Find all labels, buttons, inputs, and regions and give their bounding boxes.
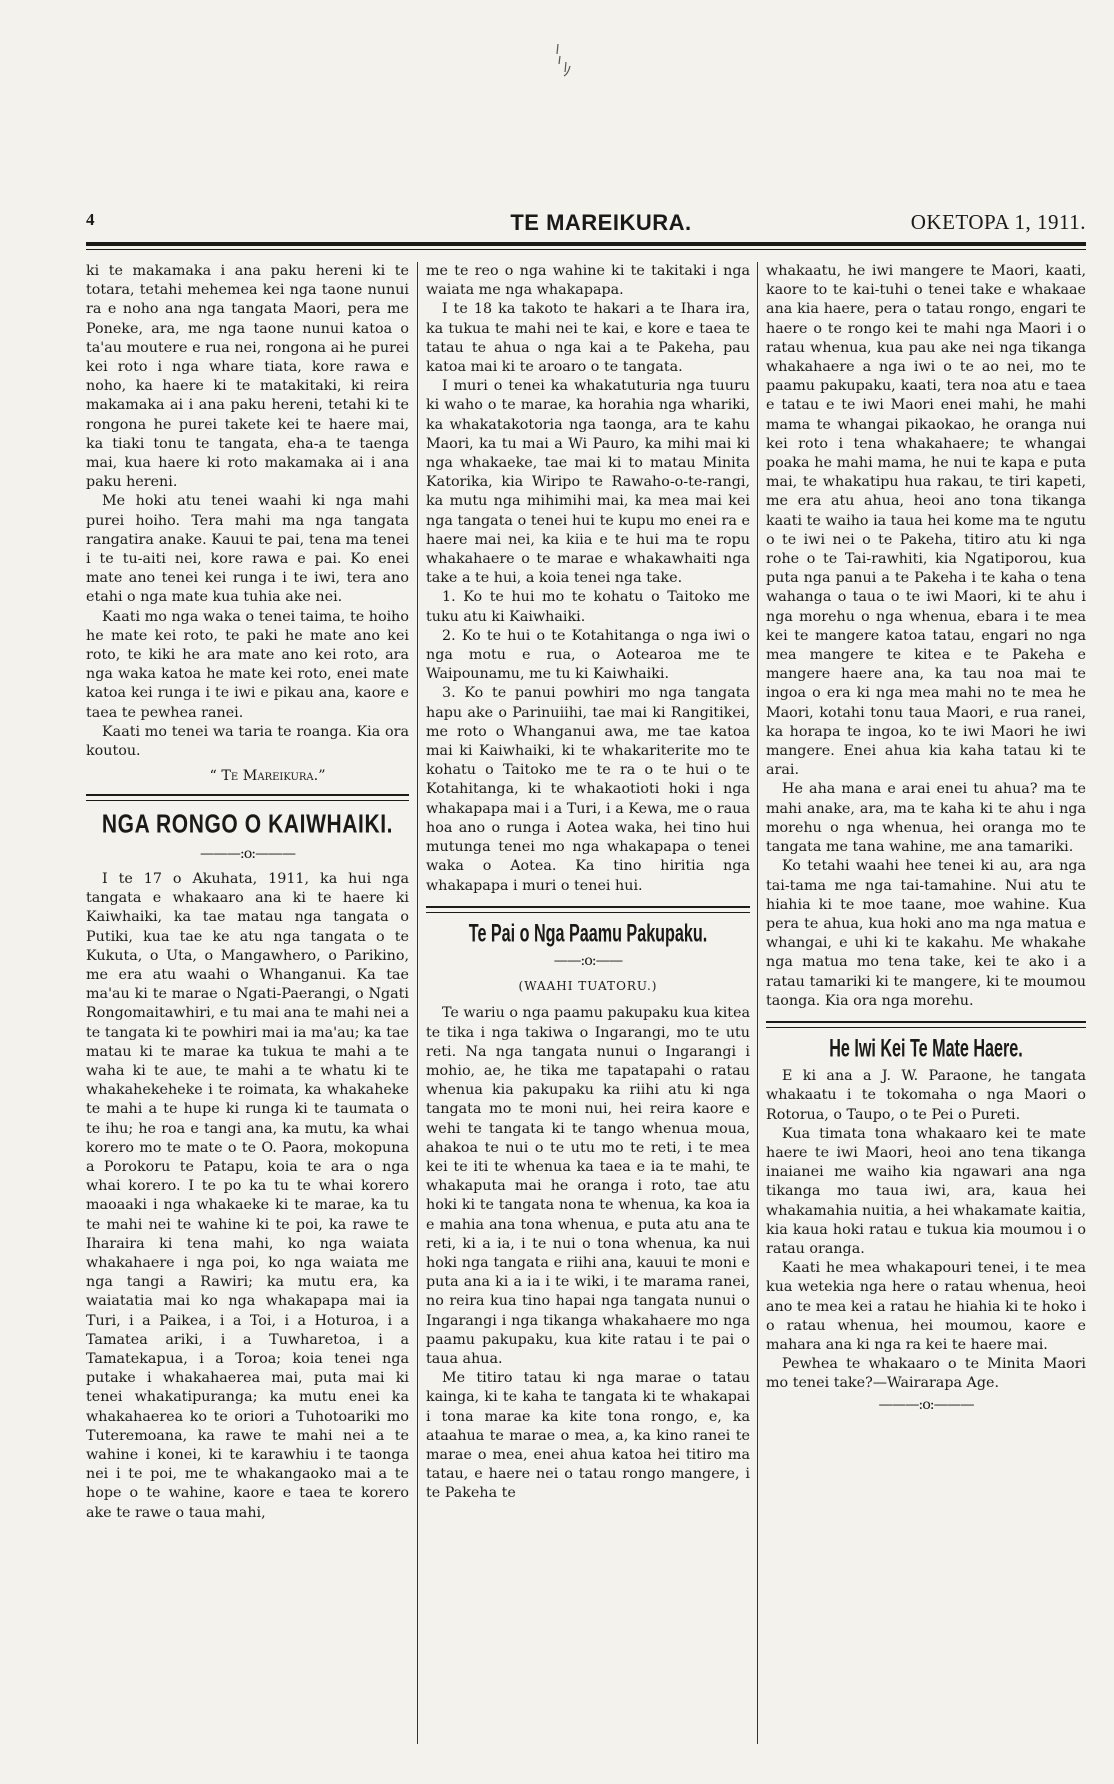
article-heading: Te Pai o Nga Paamu Pakupaku. [468, 920, 708, 948]
article-paragraph: I te 17 o Akuhata, 1911, ka hui nga tangata e whakaaro ana ki te haere ki Kaiwhaiki, ka tae matau nga tangata o Putiki, kua tae ke atu nga tangata o te Kukuta, o Uta, o Mangawhero, o Parikino, me era atu waahi o Whanganui. Ka tae ma'au ki te marae o Ngati-Paerangi, o Ngati Rongomaitawhiri, e tu mai ana te mahi nei a te tangata ki te powhiri mai ia ma'au; ka tae matau ki te marae ka tukua te mahi a te waha ki te aue, te mahi a te whatu ki te whakahekeheke i te roimata, ka whakaheke te mahi a te hupe ki runga ki te taumata o te ihu; he roa e tangi ana, ka mutu, ka whai korero mo te mate o te O. Paora, mokopuna a Porokoru te Patapu, koia te ara o nga whai korero. I te po ka tu te whai korero maoaaki i nga whakaeke ki te marae, ka tu te mahi nei te wahine ki te poi, ka rawe te Iharaira ki tena mahi, ko nga waiata whakahaere i nga poi, ko nga waiata me nga tangi a Rawiri; ka mutu era, ka waiatatia mai ko nga whakapapa mai ia Turi, i a Paikea, i a Toi, i a Hoturoa, i a Tamatea ariki, i a Tuwharetoa, i a Tamatekapua, i a Toroa; koia tenei nga putake i whakahaerea mai, puta mai ki tenei whakatipuranga; ka mutu enei ka whakahaerea ko te oriori a Tuhotoariki mo Tuteremoana, ka rawe te mahi nei a te wahine i konei, ki te karawhiu i te taonga nei i te poi, me te whakangaoko mai a te hope o te wahine, kaore e taea te korero ake te rawe o taua mahi, [86, 870, 409, 1521]
article-paragraph: Kua timata tona whakaaro kei te mate haere te iwi Maori, heoi ano tena tikanga inaianei me waiho kia ngawari ana nga tikanga mo taua iwi, ara, kaua hei whakamahia nuitia, a hei whakamate kaitia, kia kaua hoki ratau e tukua kia moumou i o ratau oranga. [766, 1125, 1086, 1257]
article-paragraph: Kaati mo tenei wa taria te roanga. Kia ora koutou. [86, 723, 409, 760]
article-paragraph: I te 18 ka takoto te hakari a te Ihara ira, ka tukua te mahi nei te kai, e kore e taea te tatau te ahua o nga kai a te Pakeha, pau katoa mai ki te aroaro o te tangata. [426, 301, 750, 376]
article-paragraph: Me hoki atu tenei waahi ki nga mahi purei hoiho. Tera mahi ma nga tangata rangatira anake. Kauui te pai, tena ma tenei i te tu-aiti nei, kore rawa e pai. Ko enei mate ano tenei kei runga i te iwi, tera ano etahi o nga mate kua tuhia ake nei. [86, 493, 409, 606]
article-subtitle: (WAAHI TUATORU.) [518, 979, 658, 994]
article-paragraph: Kaati he mea whakapouri tenei, i te mea kua wetekia nga here o ratau whenua, heoi ano te mea kei a ratau he hiahia ki te hoko i o ratau whenua, hei moumou, kaore e mahara ana ki nga ra kei te haere mai. [766, 1260, 1086, 1353]
newspaper-title: TE MAREIKURA. [510, 210, 692, 235]
masthead-rule-thin [86, 249, 1086, 250]
section-rule [86, 794, 409, 801]
article-paragraph: Pewhea te whakaaro o te Minita Maori mo tenei take?—Wairarapa Age. [766, 1356, 1086, 1392]
article-heading: NGA RONGO O KAIWHAIKI. [101, 810, 394, 840]
masthead-rule-thick [86, 242, 1086, 246]
section-rule [766, 1021, 1086, 1028]
article-paragraph: 2. Ko te hui o te Kotahitanga o nga iwi o nga motu e rua, o Aotearoa me te Waipounamu, me tu ki Kaiwhaiki. [426, 627, 750, 683]
column-1 [86, 262, 409, 1734]
article-paragraph: Te wariu o nga paamu pakupaku kua kitea te tika i nga takiwa o Ingarangi, mo te utu reti. Na nga tangata nunui o Ingarangi i mohio, ae, he tika me tapatapahi o ratau whenua kia pakupaku ka riihi atu ki nga tangata mo te moni nui, hei reira kaore e wehi te tangata ki te tango whenua moua, ahakoa te nui o te utu mo te reti, i te mea kei te iti te whenua ka taea e ia te mahi, te whakaputa mai he oranga i roto, tae atu hoki ki te tangata nona te whenua, ka koa ia e mahia ana tona whenua, e puta atu ana te reti, ki a ia, i te nui o tona whenua, ka nui hoki nga tangata e riihi ana, kauui te moni e puta ana ki a ia i te wiki, i te marama ranei, no reira kua tino hapai nga tangata nunui o Ingarangi i nga tikanga whakahaere mo nga paamu pakupaku, kua kite ratau i te pai o taua ahua. [426, 1005, 750, 1367]
article-paragraph: Ko tetahi waahi hee tenei ki au, ara nga tai-tama me nga tai-tamahine. Nui atu te hiahia ki te moe taane, moe wahine. Kua pera te ahua, kua hoki ano ma nga matua e whangai, e uhi ki te kakahu. Me whakahe nga matua mo tena take, kei te ako i a ratau tamariki ki te mangere, ki te moumou taonga. Kia ora nga morehu. [766, 858, 1086, 1009]
article-paragraph: Kaati mo nga waka o tenei taima, te hoiho he mate kei roto, te paki he mate ano kei roto, te kiki he ara mate ano kei roto, ara nga waka katoa he mate kei roto, enei mate katoa kei runga i te iwi e pikau ana, kaore e taea te pewhea ranei. [86, 608, 409, 721]
article-paragraph: He aha mana e arai enei tu ahua? ma te mahi anake, ara, ma te kaha ki te ahu i nga morehu o nga whenua, hei oranga mo te tangata me tana wahine, me ana tamariki. [766, 781, 1086, 856]
article-paragraph: 1. Ko te hui mo te kohatu o Taitoko me tuku atu ki Kaiwhaiki. [426, 589, 750, 625]
article-heading: He Iwi Kei Te Mate Haere. [829, 1035, 1023, 1064]
article-paragraph: Me titiro tatau ki nga marae o tatau kainga, ki te kaha te tangata ki te whakapai i tona marae ka kite tona rongo, e, ka ataahua te marae o mea, a, ka kino ranei te marae o mea, enei ahua katoa hei titiro ma tatau, e haere nei o tatau rongo mangere, i te Pakeha te [426, 1370, 750, 1502]
column-divider [417, 262, 418, 1744]
section-rule [426, 906, 750, 913]
article-paragraph: me te reo o nga wahine ki te takitaki i nga waiata me nga whakapapa. [426, 263, 750, 299]
column-3 [766, 262, 1086, 1734]
masthead [86, 210, 1086, 236]
library-stamp-mark [552, 42, 578, 78]
section-separator: ———:o:——— [199, 845, 296, 862]
article-paragraph: I muri o tenei ka whakatuturia nga tuuru ki waho o te marae, ka horahia nga whariki, ka whakatakotoria nga taonga, ara te kahu Maori, ka tu mai a Wi Pauro, ka mihi mai ki nga whakaeke, tae mai ki to matau Minita Katorika, kia Wiripo te Rawaho-o-te-rangi, ka mutu nga mihimihi mai, ka mea mai kei nga tangata o tenei hui te kupu mo enei ra e haere mai nei, ka kiia e te hui ma te ropu whakahaere o te marae e whakawhaiti nga take a te hui, a koia tenei nga take. [426, 378, 750, 587]
issue-date: OKETOPA 1, 1911. [910, 210, 1086, 234]
article-paragraph: ki te makamaka i ana paku hereni ki te totara, tetahi mehemea kei nga taone nunui ra e noho ana nga tangata Maori, pera me Poneke, ara, me nga taone nunui katoa o ta'au moutere e rua nei, rongona ai he purei kei roto i nga whare tiata, kore rawa e noho, ka haere ki te matakitaki, ki reira makamaka ai i ana paku hereni, tetahi ki te rongona he purei takete kei te haere mai, ka tiaki tonu te tangata, eha-a te taenga mai, kua haere ki roto makamaka ai i ana paku hereni. [86, 263, 409, 491]
article-paragraph: whakaatu, he iwi mangere te Maori, kaati, kaore to te kai-tuhi o tenei take e whakaae ana kia haere, pera o tatau rongo, engari te haere o te rongo kei te mahi nga Maori i o ratau whenua, kua pau ake nei nga tikanga whakahaere a nga iwi o te ao nei, mo te paamu pakupaku, kaati, tera noa atu e taea e tatau e te iwi Maori enei mahi, he mahi mama te whangai pikaokao, he oranga nui kei roto i tena whakahaere; te whangai poaka he mahi mama, he nui te kapa e puta mai, te whakatipu hua rakau, te tiri kapeti, me era atu ahua, heoi ano tona tikanga kaati te waiho ia taua hei kome ma te ngutu o te iwi nei o te Pakeha, titiro atu ki nga rohe o te Tai-rawhiti, kia Ngatiporou, kua puta nga panui a te Pakeha i te kaha o tena wahanga o taua o te iwi Maori, ki te ahu i nga morehu o nga whenua, ebara i te mea kei te mangere katoa tatau, engari no nga mea mangere te kitea e te Pakeha e mangere haere ana, ka tau noa mai te ingoa o era ki nga mea mahi no te mea he Maori, kotahi tonu taua Maori, e rua ranei, ka horapa te ingoa, ko te iwi Maori he iwi mangere. Enei ahua kia kaha tatau ki te arai. [766, 263, 1086, 779]
article-signature: “ Te Mareikura.” [209, 768, 326, 785]
page-number: 4 [86, 210, 95, 229]
article-paragraph: E ki ana a J. W. Paraone, he tangata whakaatu i te tokomaha o nga Maori o Rotorua, o Taupo, o te Pei o Pureti. [766, 1068, 1086, 1123]
section-separator: ——:o:—— [553, 952, 623, 969]
section-separator: ———:o:——— [878, 1396, 974, 1413]
column-divider [757, 262, 758, 1744]
column-2 [426, 262, 750, 1734]
article-paragraph: 3. Ko te panui powhiri mo nga tangata hapu ake o Parinuiihi, tae mai ki Rangitikei, me roto o Whanganui awa, me tae katoa mai ki Kaiwhaiki, ki te whakariterite mo te kohatu o Taitoko me te ra o te hui o te Kotahitanga, ki te whakaotioti hoki i nga whakapapa mai i a Turi, i a Kewa, me o raua hoa ano o runga i Aotea waka, hei tino hui mutunga tenei mo nga whakapapa o tenei waka o Aotea. Ka tino hiritia nga whakapapa i muri o tenei hui. [426, 685, 750, 894]
